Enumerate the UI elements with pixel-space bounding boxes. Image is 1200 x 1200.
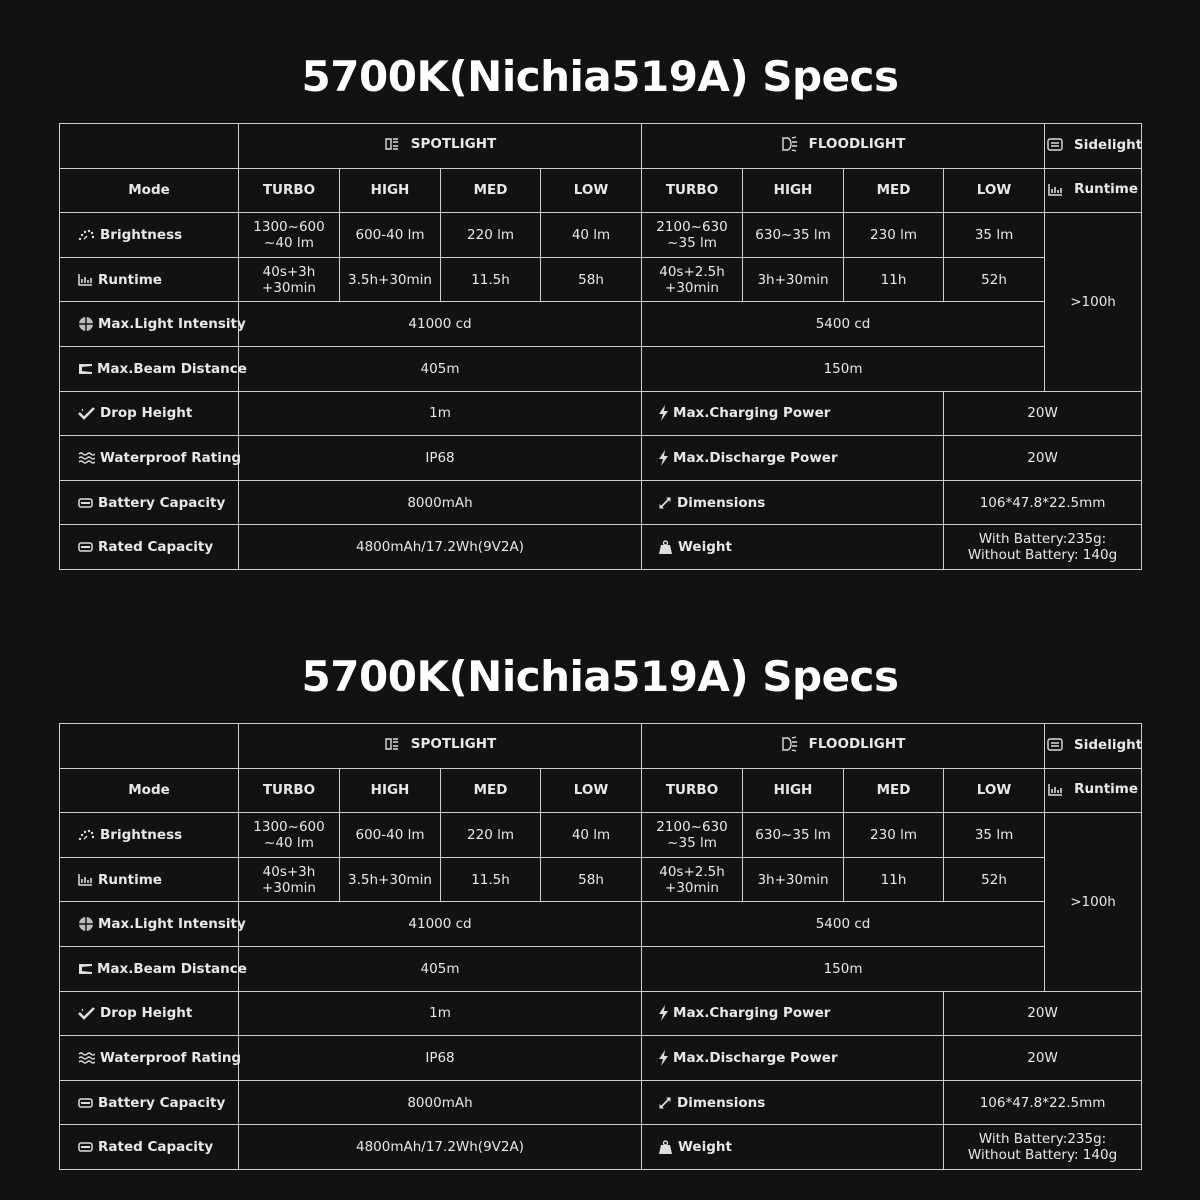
drop-label: Drop Height [60,991,239,1036]
sidelight-header: Sidelight [1045,724,1142,769]
floodlight-header: FLOODLIGHT [642,724,1045,769]
beam-row [60,946,1142,991]
waterproof-label: Waterproof Rating [60,1036,239,1081]
battery-row [60,480,1142,525]
flood-turbo-header: TURBO [642,168,743,213]
lightning-icon [658,450,669,466]
spot-beam-value: 405m [239,346,642,391]
spec-table [59,123,1142,570]
flood-high-brightness: 630~35 lm [743,213,844,258]
flood-beam-value: 150m [642,346,1045,391]
flood-low-brightness: 35 lm [944,813,1045,858]
flood-low-runtime: 52h [944,257,1045,302]
flood-med-header: MED [844,168,944,213]
flood-low-header: LOW [944,168,1045,213]
drop-row [60,991,1142,1036]
intensity-row [60,302,1142,347]
spot-low-brightness: 40 lm [541,213,642,258]
battery-icon [78,1142,93,1152]
spot-intensity-value: 41000 cd [239,302,642,347]
weight-label: Weight [642,525,944,570]
spotlight-icon [384,737,400,751]
header-row-groups [60,724,1142,769]
floodlight-header: FLOODLIGHT [642,124,1045,169]
rated-value: 4800mAh/17.2Wh(9V2A) [239,525,642,570]
dimensions-value: 106*47.8*22.5mm [944,480,1142,525]
flood-turbo-brightness: 2100~630 ~35 lm [642,213,743,258]
flood-med-runtime: 11h [844,257,944,302]
spot-med-brightness: 220 lm [441,213,541,258]
mode-header: Mode [60,768,239,813]
spec-table [59,723,1142,1170]
corner-cell [60,724,239,769]
weight-value: With Battery:235g: Without Battery: 140g [944,1125,1142,1170]
sidelight-header: Sidelight [1045,124,1142,169]
charging-value: 20W [944,991,1142,1036]
spot-high-header: HIGH [340,168,441,213]
waves-icon [78,1052,95,1064]
flood-low-header: LOW [944,768,1045,813]
runtime-row [60,257,1142,302]
beam-label: Max.Beam Distance [60,346,239,391]
sidelight-icon [1047,138,1063,151]
weight-label: Weight [642,1125,944,1170]
flood-high-header: HIGH [743,168,844,213]
rated-value: 4800mAh/17.2Wh(9V2A) [239,1125,642,1170]
battery-label: Battery Capacity [60,480,239,525]
header-row-modes [60,768,1142,813]
flood-med-brightness: 230 lm [844,813,944,858]
bar-chart-icon [78,873,93,886]
sidelight-runtime-header: Runtime [1045,168,1142,213]
spotlight-icon [384,137,400,151]
spot-low-runtime: 58h [541,257,642,302]
dimensions-value: 106*47.8*22.5mm [944,1080,1142,1125]
crosshair-icon [78,316,94,332]
rated-row [60,525,1142,570]
beam-row [60,346,1142,391]
brightness-icon [78,829,95,841]
drop-value: 1m [239,991,642,1036]
corner-cell [60,124,239,169]
spot-high-brightness: 600-40 lm [340,213,441,258]
bar-chart-icon [1048,783,1063,796]
spot-turbo-runtime: 40s+3h +30min [239,257,340,302]
waterproof-row [60,436,1142,481]
runtime-label: Runtime [60,257,239,302]
charging-label: Max.Charging Power [642,391,944,436]
bar-chart-icon [1048,183,1063,196]
header-row-groups [60,124,1142,169]
lightning-icon [658,1050,669,1066]
brightness-label: Brightness [60,813,239,858]
battery-icon [78,498,93,508]
drop-row [60,391,1142,436]
dimensions-label: Dimensions [642,1080,944,1125]
drop-label: Drop Height [60,391,239,436]
spot-low-brightness: 40 lm [541,813,642,858]
floodlight-icon [781,736,798,752]
flood-turbo-brightness: 2100~630 ~35 lm [642,813,743,858]
page-title: 5700K(Nichia519A) Specs [301,652,899,701]
flood-high-brightness: 630~35 lm [743,813,844,858]
discharge-value: 20W [944,436,1142,481]
rated-row [60,1125,1142,1170]
intensity-label: Max.Light Intensity [60,302,239,347]
waterproof-value: IP68 [239,436,642,481]
spot-low-header: LOW [541,768,642,813]
resize-arrows-icon [658,496,672,510]
runtime-row [60,857,1142,902]
charging-label: Max.Charging Power [642,991,944,1036]
resize-arrows-icon [658,1096,672,1110]
weight-icon [658,540,673,555]
brightness-label: Brightness [60,213,239,258]
flood-turbo-runtime: 40s+2.5h +30min [642,857,743,902]
spot-low-header: LOW [541,168,642,213]
battery-row [60,1080,1142,1125]
flood-low-brightness: 35 lm [944,213,1045,258]
brightness-row [60,813,1142,858]
beam-distance-icon [78,363,93,375]
battery-icon [78,1098,93,1108]
flood-med-brightness: 230 lm [844,213,944,258]
waterproof-label: Waterproof Rating [60,436,239,481]
waterproof-value: IP68 [239,1036,642,1081]
spot-turbo-header: TURBO [239,168,340,213]
drop-value: 1m [239,391,642,436]
weight-icon [658,1140,673,1155]
lightning-icon [658,1005,669,1021]
floodlight-icon [781,136,798,152]
flood-turbo-header: TURBO [642,768,743,813]
dimensions-label: Dimensions [642,480,944,525]
spot-high-brightness: 600-40 lm [340,813,441,858]
brightness-icon [78,229,95,241]
spot-low-runtime: 58h [541,857,642,902]
rated-label: Rated Capacity [60,1125,239,1170]
flood-beam-value: 150m [642,946,1045,991]
spotlight-header: SPOTLIGHT [239,124,642,169]
discharge-value: 20W [944,1036,1142,1081]
spot-beam-value: 405m [239,946,642,991]
weight-value: With Battery:235g: Without Battery: 140g [944,525,1142,570]
spot-turbo-runtime: 40s+3h +30min [239,857,340,902]
spot-high-runtime: 3.5h+30min [340,857,441,902]
sidelight-runtime-header: Runtime [1045,768,1142,813]
battery-value: 8000mAh [239,480,642,525]
spot-turbo-brightness: 1300~600 ~40 lm [239,813,340,858]
mode-header: Mode [60,168,239,213]
spotlight-header: SPOTLIGHT [239,724,642,769]
header-row-modes [60,168,1142,213]
discharge-label: Max.Discharge Power [642,1036,944,1081]
rated-label: Rated Capacity [60,525,239,570]
drop-check-icon [78,407,95,420]
battery-icon [78,542,93,552]
intensity-row [60,902,1142,947]
flood-med-header: MED [844,768,944,813]
waves-icon [78,452,95,464]
flood-intensity-value: 5400 cd [642,302,1045,347]
flood-high-runtime: 3h+30min [743,257,844,302]
discharge-label: Max.Discharge Power [642,436,944,481]
page-title: 5700K(Nichia519A) Specs [301,52,899,101]
drop-check-icon [78,1007,95,1020]
waterproof-row [60,1036,1142,1081]
spot-high-runtime: 3.5h+30min [340,257,441,302]
spot-med-brightness: 220 lm [441,813,541,858]
spot-intensity-value: 41000 cd [239,902,642,947]
spot-med-header: MED [441,768,541,813]
spot-med-runtime: 11.5h [441,857,541,902]
spot-med-header: MED [441,168,541,213]
sidelight-runtime-value: >100h [1045,813,1142,991]
charging-value: 20W [944,391,1142,436]
battery-value: 8000mAh [239,1080,642,1125]
battery-label: Battery Capacity [60,1080,239,1125]
intensity-label: Max.Light Intensity [60,902,239,947]
sidelight-icon [1047,738,1063,751]
spot-turbo-header: TURBO [239,768,340,813]
runtime-label: Runtime [60,857,239,902]
lightning-icon [658,405,669,421]
flood-med-runtime: 11h [844,857,944,902]
spot-turbo-brightness: 1300~600 ~40 lm [239,213,340,258]
flood-high-runtime: 3h+30min [743,857,844,902]
beam-distance-icon [78,963,93,975]
flood-turbo-runtime: 40s+2.5h +30min [642,257,743,302]
brightness-row [60,213,1142,258]
bar-chart-icon [78,273,93,286]
flood-low-runtime: 52h [944,857,1045,902]
crosshair-icon [78,916,94,932]
flood-intensity-value: 5400 cd [642,902,1045,947]
spot-high-header: HIGH [340,768,441,813]
flood-high-header: HIGH [743,768,844,813]
spot-med-runtime: 11.5h [441,257,541,302]
beam-label: Max.Beam Distance [60,946,239,991]
sidelight-runtime-value: >100h [1045,213,1142,391]
